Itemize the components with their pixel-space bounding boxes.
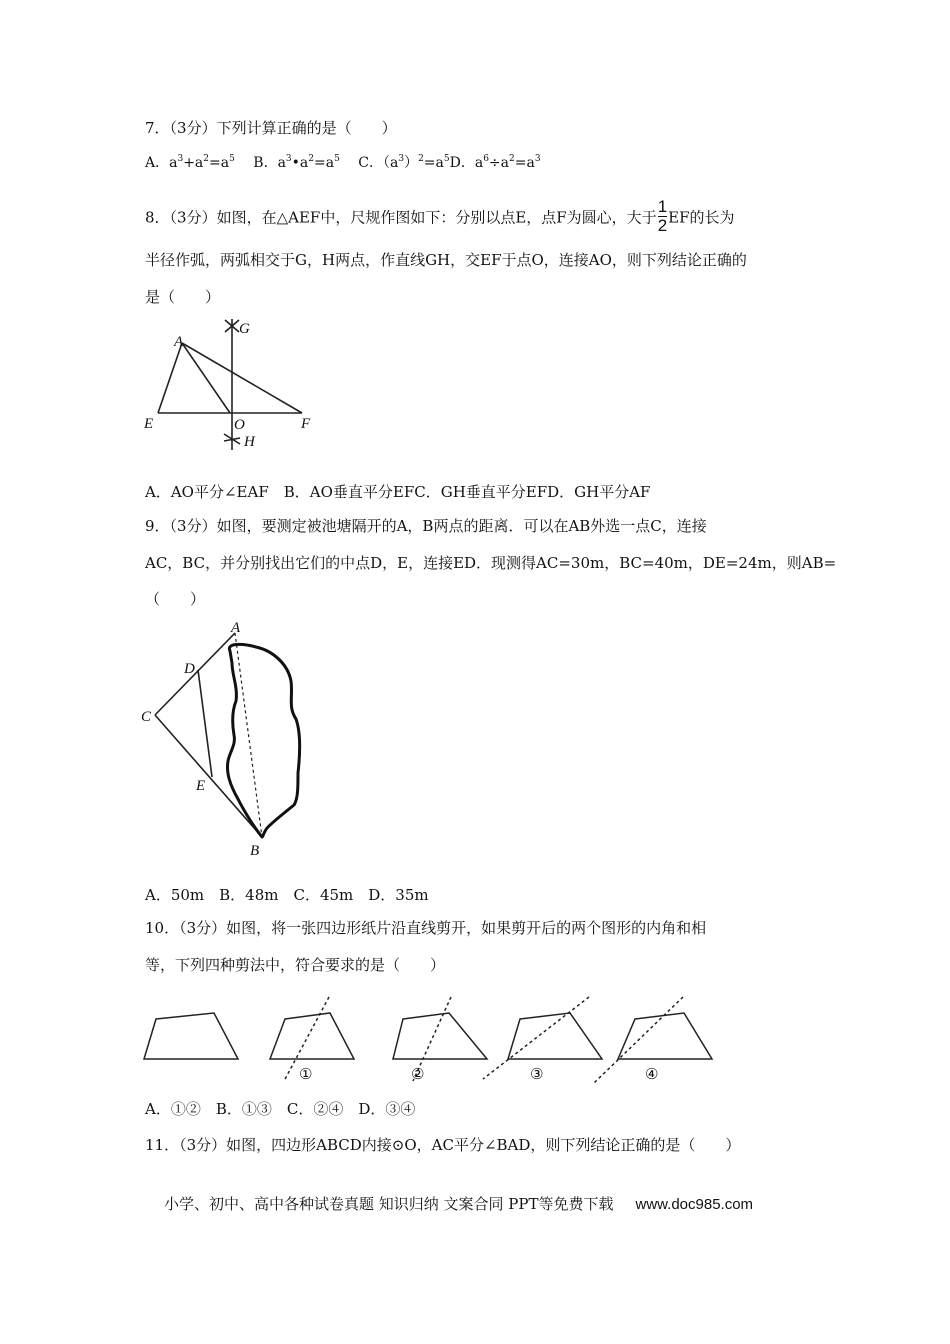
q8-line3: 是（ ） [145,288,221,306]
label-g: G [239,321,250,337]
q9-figure [138,615,318,860]
footer [164,1193,753,1214]
label-2: ② [411,1065,425,1083]
footer-text: 小学、初中、高中各种试卷真题 知识归纳 文案合同 PPT等免费下载 [164,1195,614,1213]
label-o: O [234,417,245,433]
label-h: H [244,434,255,450]
label-b: B [250,843,260,859]
label-e: E [144,416,154,432]
q10-options: A．①② B．①③ C．②④ D．③④ [145,1100,416,1118]
q8-figure [138,315,318,450]
q10-line2: 等，下列四种剪法中，符合要求的是（ ） [145,956,446,974]
fraction-one-half: $\frac{1}{2}$ [657,197,668,235]
label-f: F [301,416,311,432]
label-a: A [174,334,184,350]
label-4: ④ [645,1065,659,1083]
label-c: C [141,709,152,725]
q9-line1: 9．（3分）如图，要测定被池塘隔开的A，B两点的距离．可以在AB外选一点C，连接 [145,517,707,535]
label-3: ③ [530,1065,544,1083]
q9-options: A．50m B．48m C．45m D．35m [145,886,429,904]
footer-url[interactable]: www.doc985.com [635,1196,754,1213]
pond-outline [227,644,299,837]
q10-figure [138,985,728,1085]
label-a: A [231,620,241,636]
q9-line2: AC，BC，并分别找出它们的中点D，E，连接ED．现测得AC=30m，BC=40m，DE=24m，则AB= [145,554,837,572]
label-d: D [184,661,195,677]
q7-options: A．$a^3+a^2=a^5$ B．$a^3•a^2=a^5$ C．$(a^3)^2=a^5D$．$a^6\div a^2=a^3$ [145,154,541,171]
q10-line1: 10．（3分）如图，将一张四边形纸片沿直线剪开，如果剪开后的两个图形的内角和相 [145,919,707,937]
q8-line2: 半径作弧，两弧相交于G，H两点，作直线GH，交EF于点O，连接AO，则下列结论正确的 [145,251,747,269]
q8-options: A．AO平分∠EAF B．AO垂直平分EFC．GH垂直平分EFD．GH平分AF [145,483,651,501]
q11-line1: 11．（3分）如图，四边形ABCD内接⊙O，AC平分∠BAD，则下列结论正确的是（ ） [145,1136,741,1154]
label-1: ① [299,1065,313,1083]
q9-line3: （ ） [145,590,206,608]
q8-line1: 8．（3分）如图，在△AEF中，尺规作图如下：分别以点E，点F为圆心，大于 $\frac{1}{2}$ EF的长为 [145,197,735,235]
q7-stem: 7．（3分）下列计算正确的是（ ） [145,119,397,137]
label-e: E [196,778,206,794]
